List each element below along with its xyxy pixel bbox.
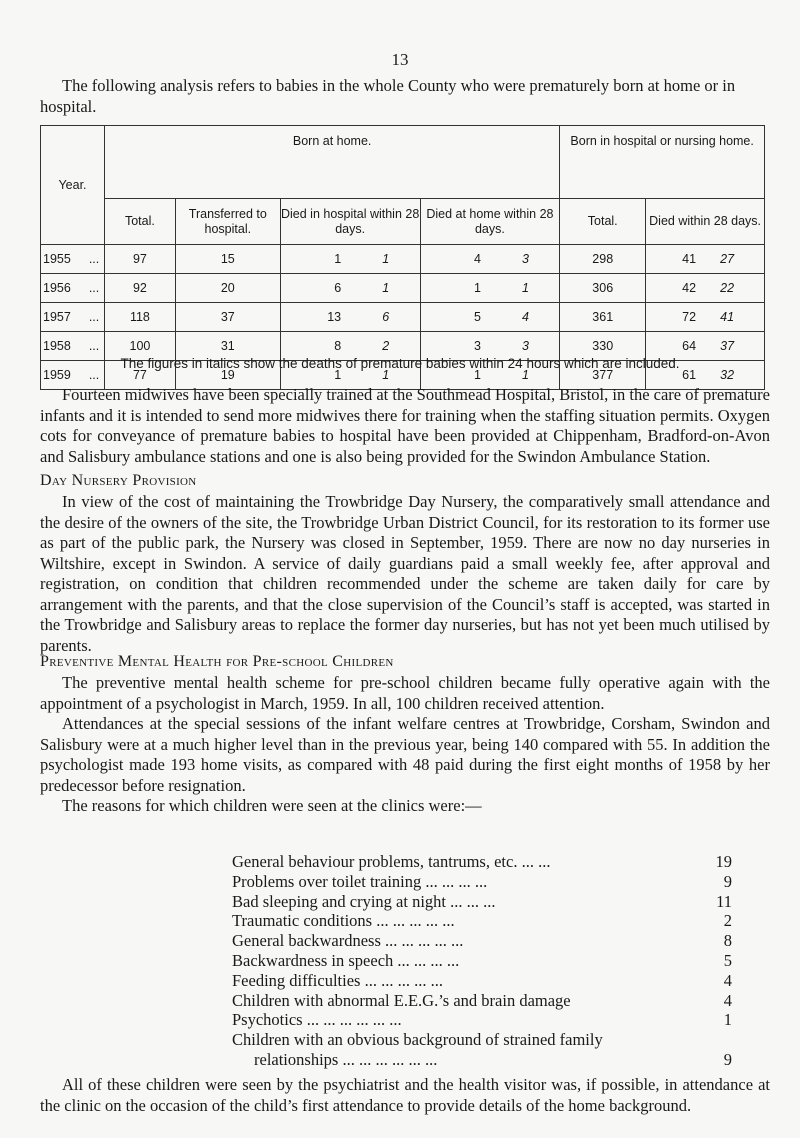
died-home-24h-value: 4 bbox=[521, 310, 529, 324]
mental-health-heading: Preventive Mental Health for Pre-school Children bbox=[40, 653, 394, 670]
reason-label: Children with abnormal E.E.G.’s and brain damage bbox=[232, 990, 571, 1010]
reason-item bbox=[232, 872, 732, 892]
leader-dots: ... bbox=[88, 310, 100, 324]
transferred-cell: 20 bbox=[175, 274, 280, 303]
total-cell: 92 bbox=[104, 274, 175, 303]
died-home-value: 5 bbox=[473, 310, 481, 324]
table-row bbox=[41, 245, 765, 274]
died-within-value: 64 bbox=[682, 339, 697, 353]
died-hospital-value: 6 bbox=[334, 281, 342, 295]
reason-count: 4 bbox=[723, 970, 732, 990]
reason-item bbox=[232, 931, 732, 951]
year-header: Year. bbox=[41, 126, 105, 245]
died-home-value: 4 bbox=[473, 252, 481, 266]
leader-dots: ... bbox=[88, 252, 100, 266]
reason-item bbox=[232, 892, 732, 912]
reason-item bbox=[232, 1010, 732, 1030]
died-hospital-24h-value: 1 bbox=[382, 368, 390, 382]
died-hospital-value: 8 bbox=[334, 339, 342, 353]
died-within-24h-value: 41 bbox=[720, 310, 735, 324]
died-home-24h-value: 1 bbox=[521, 281, 529, 295]
died-hospital-24h-value: 1 bbox=[382, 281, 390, 295]
year-value: 1955 bbox=[43, 252, 71, 266]
born-in-hospital-header: Born in hospital or nursing home. bbox=[560, 126, 765, 199]
leader-dots: ... bbox=[88, 339, 100, 353]
transferred-cell: 37 bbox=[175, 303, 280, 332]
died-at-home-header: Died at home within 28 days. bbox=[420, 199, 560, 245]
premature-births-table bbox=[40, 125, 765, 390]
died-within-header: Died within 28 days. bbox=[646, 199, 765, 245]
died-within-24h-value: 37 bbox=[720, 339, 735, 353]
reason-item bbox=[232, 1030, 732, 1050]
reason-label: Bad sleeping and crying at night ... ... ... bbox=[232, 891, 496, 911]
died-home-24h-value: 3 bbox=[521, 339, 529, 353]
died-hospital-cell bbox=[280, 274, 420, 303]
reason-item bbox=[232, 971, 732, 991]
died-hospital-24h-value: 6 bbox=[382, 310, 390, 324]
mental-health-paragraph-2: Attendances at the special sessions of the infant welfare centres at Trowbridge, Corsham, Swindon and Salisbury were at a much higher level than in the previous year, being 140 compared with 55. In addition the psychologist made 193 home visits, as compared with 48 paid during the first eight months of 1958 by her predecessor before resignation. bbox=[40, 714, 770, 795]
reason-item bbox=[232, 951, 732, 971]
transferred-cell: 19 bbox=[175, 361, 280, 390]
table-note: The figures in italics show the deaths of premature babies within 24 hours which are included. bbox=[120, 356, 680, 371]
year-value: 1956 bbox=[43, 281, 71, 295]
year-cell bbox=[41, 245, 105, 274]
died-home-cell bbox=[420, 303, 560, 332]
reason-item bbox=[232, 991, 732, 1011]
reason-label: Children with an obvious background of strained family bbox=[232, 1030, 603, 1050]
died-home-cell bbox=[420, 245, 560, 274]
transferred-cell: 31 bbox=[175, 332, 280, 361]
died-home-cell bbox=[420, 274, 560, 303]
died-within-value: 72 bbox=[682, 310, 697, 324]
died-hospital-cell bbox=[280, 303, 420, 332]
reason-count: 11 bbox=[716, 891, 732, 911]
day-nursery-heading: Day Nursery Provision bbox=[40, 472, 197, 489]
reasons-intro: The reasons for which children were seen at the clinics were:— bbox=[62, 796, 482, 815]
reason-item bbox=[232, 852, 732, 872]
year-cell bbox=[41, 274, 105, 303]
reason-label: Psychotics ... ... ... ... ... ... bbox=[232, 1010, 402, 1030]
leader-dots: ... bbox=[88, 281, 100, 295]
total-cell: 77 bbox=[104, 361, 175, 390]
year-cell bbox=[41, 303, 105, 332]
transferred-cell: 15 bbox=[175, 245, 280, 274]
reason-label: Feeding difficulties ... ... ... ... ... bbox=[232, 970, 443, 990]
died-hospital-value: 1 bbox=[334, 252, 342, 266]
died-within-24h-value: 22 bbox=[720, 281, 735, 295]
died-hospital-24h-value: 2 bbox=[382, 339, 390, 353]
died-within-cell bbox=[646, 303, 765, 332]
year-value: 1959 bbox=[43, 368, 71, 382]
page-number: 13 bbox=[391, 50, 409, 69]
reason-count: 4 bbox=[723, 990, 732, 1010]
table-row bbox=[41, 303, 765, 332]
transferred-header: Transferred to hospital. bbox=[175, 199, 280, 245]
died-within-24h-value: 27 bbox=[720, 252, 735, 266]
died-hospital-24h-value: 1 bbox=[382, 252, 390, 266]
reason-label: General backwardness ... ... ... ... ... bbox=[232, 931, 464, 951]
reason-count: 2 bbox=[723, 911, 732, 931]
born-at-home-header: Born at home. bbox=[104, 126, 559, 199]
reason-item bbox=[232, 911, 732, 931]
reason-count: 19 bbox=[715, 852, 732, 871]
died-within-cell bbox=[646, 274, 765, 303]
died-within-value: 42 bbox=[682, 281, 697, 295]
died-within-24h-value: 32 bbox=[720, 368, 735, 382]
died-home-value: 1 bbox=[473, 281, 481, 295]
reason-label: Backwardness in speech ... ... ... ... bbox=[232, 950, 460, 970]
hospital-total-cell: 330 bbox=[560, 332, 646, 361]
reason-count: 9 bbox=[723, 871, 732, 891]
leader-dots: ... bbox=[88, 368, 100, 382]
closing-paragraph: All of these children were seen by the psychiatrist and the health visitor was, if possible, in attendance at the clinic on the occasion of the child’s first attendance to provide details of the home background. bbox=[40, 1075, 770, 1115]
intro-paragraph: The following analysis refers to babies in the whole County who were prematurely born at home or in hospital. bbox=[40, 76, 736, 116]
reason-label: Problems over toilet training ... ... ... ... bbox=[232, 871, 488, 891]
year-value: 1958 bbox=[43, 339, 71, 353]
died-within-value: 41 bbox=[682, 252, 697, 266]
year-value: 1957 bbox=[43, 310, 71, 324]
reason-count: 8 bbox=[723, 931, 732, 951]
died-home-24h-value: 1 bbox=[521, 368, 529, 382]
died-within-value: 61 bbox=[682, 368, 697, 382]
reason-label: General behaviour problems, tantrums, etc. ... ... bbox=[232, 852, 551, 871]
hospital-total-cell: 298 bbox=[560, 245, 646, 274]
hospital-total-header: Total. bbox=[560, 199, 646, 245]
died-hospital-value: 1 bbox=[334, 368, 342, 382]
died-hospital-cell bbox=[280, 245, 420, 274]
reason-label: Traumatic conditions ... ... ... ... ... bbox=[232, 911, 455, 931]
died-hospital-value: 13 bbox=[327, 310, 342, 324]
died-within-cell bbox=[646, 245, 765, 274]
total-cell: 97 bbox=[104, 245, 175, 274]
day-nursery-paragraph: In view of the cost of maintaining the Trowbridge Day Nursery, the comparatively small attendance and the desire of the owners of the site, the Trowbridge Urban District Council, for its restoration to its former use as part of the public park, the Nursery was closed in September, 1959. There are now no day nurseries in Wiltshire, except in Swindon. A service of daily guardians paid a small weekly fee, after approval and registration, on condition that children recommended under the scheme are taken daily for care by arrangement with the parents, and that the close supervision of the Council’s staff is accepted, was started in the Trowbridge and Salisbury areas to replace the former day nurseries, but has not yet been much utilised by parents. bbox=[40, 492, 770, 655]
died-home-value: 1 bbox=[473, 368, 481, 382]
reason-count: 5 bbox=[723, 950, 732, 970]
midwives-paragraph: Fourteen midwives have been specially trained at the Southmead Hospital, Bristol, in the care of premature infants and it is intended to send more midwives there for training when the staffing situation permits. Oxygen cots for conveyance of premature babies to hospital have been provided at Chippenham, Bradford-on-Avon and Salisbury ambulance stations and one is also being provided for the Swindon Ambulance Station. bbox=[40, 385, 770, 466]
mental-health-paragraph-1: The preventive mental health scheme for pre-school children became fully operative again with the appointment of a psychologist in March, 1959. In all, 100 children received attention. bbox=[40, 673, 770, 713]
table-row bbox=[41, 274, 765, 303]
total-cell: 100 bbox=[104, 332, 175, 361]
died-in-hospital-header: Died in hospital within 28 days. bbox=[280, 199, 420, 245]
hospital-total-cell: 377 bbox=[560, 361, 646, 390]
total-header: Total. bbox=[104, 199, 175, 245]
reasons-list bbox=[232, 852, 732, 1070]
died-home-24h-value: 3 bbox=[521, 252, 529, 266]
died-home-value: 3 bbox=[473, 339, 481, 353]
reason-count: 9 bbox=[723, 1049, 732, 1069]
hospital-total-cell: 306 bbox=[560, 274, 646, 303]
reason-item bbox=[232, 1050, 732, 1070]
hospital-total-cell: 361 bbox=[560, 303, 646, 332]
total-cell: 118 bbox=[104, 303, 175, 332]
reason-label-continued: relationships ... ... ... ... ... ... bbox=[254, 1049, 438, 1069]
reason-count: 1 bbox=[723, 1010, 732, 1030]
